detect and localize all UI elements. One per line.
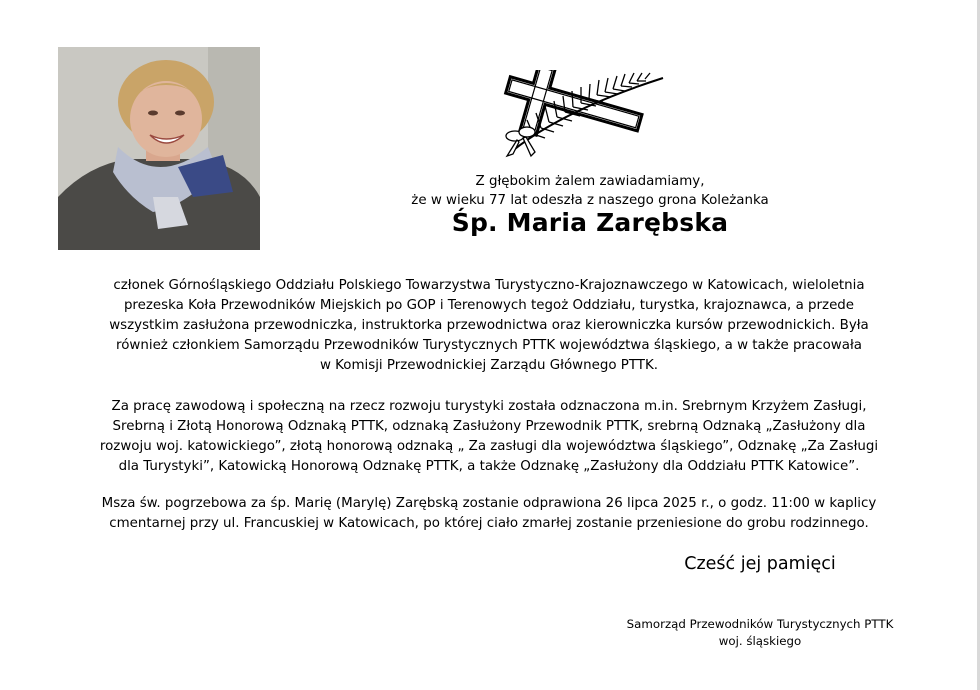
announcement-header: [360, 172, 820, 210]
awards-paragraph: [28, 397, 950, 477]
paragraph-line: również członkiem Samorządu Przewodników Turystycznych PTTK województwa śląskiego, a w także pracowała: [116, 338, 862, 353]
biography-paragraph: [28, 276, 950, 376]
header-line-2: że w wieku 77 lat odeszła z naszego grona Koleżanka: [411, 193, 769, 208]
paragraph-line: dla Turystyki”, Katowicką Honorową Odznakę PTTK, a także Odznakę „Zasłużony dla Oddziału PTTK Katowice”.: [118, 459, 860, 474]
header-line-1: Z głębokim żalem zawiadamiamy,: [475, 174, 705, 189]
cross-with-palm-icon: [493, 70, 668, 158]
paragraph-line: członek Górnośląskiego Oddziału Polskiego Towarzystwa Turystyczno-Krajoznawczego w Katowicach, wieloletnia: [113, 278, 865, 293]
paragraph-line: w Komisji Przewodnickiej Zarządu Głównego PTTK.: [319, 358, 659, 373]
signature-block: [600, 616, 920, 650]
signature-line-2: woj. śląskiego: [718, 634, 802, 648]
paragraph-line: Za pracę zawodową i społeczną na rzecz rozwoju turystyki została odznaczona m.in. Srebrnym Krzyżem Zasługi,: [111, 399, 867, 414]
farewell-text: Cześć jej pamięci: [684, 554, 836, 574]
paragraph-line: prezeska Koła Przewodników Miejskich po GOP i Terenowych tegoż Oddziału, turystka, krajoznawca, a przede: [123, 298, 855, 313]
paragraph-line: Msza św. pogrzebowa za śp. Marię (Marylę) Zarębską zostanie odprawiona 26 lipca 2025 r., o godz. 11:00 w kaplicy: [101, 496, 877, 511]
paragraph-line: wszystkim zasłużona przewodniczka, instruktorka przewodnictwa oraz kierowniczka kursów przewodnickich. Była: [109, 318, 869, 333]
funeral-paragraph: [28, 494, 950, 534]
paragraph-line: Srebrną i Złotą Honorową Odznaką PTTK, odznaką Zasłużony Przewodnik PTTK, srebrną Odznaką „Zasłużony dla: [112, 419, 866, 434]
portrait-photo: [58, 47, 260, 250]
deceased-name: Śp. Maria Zarębska: [451, 208, 729, 237]
signature-line-1: Samorząd Przewodników Turystycznych PTTK: [626, 617, 894, 631]
paragraph-line: cmentarnej przy ul. Francuskiej w Katowicach, po której ciało zmarłej zostanie przeniesione do grobu rodzinnego.: [109, 516, 869, 531]
paragraph-line: rozwoju woj. katowickiego”, złotą honorową odznaką „ Za zasługi dla województwa śląskiego”, Odznakę „Za Zasługi: [99, 439, 879, 454]
